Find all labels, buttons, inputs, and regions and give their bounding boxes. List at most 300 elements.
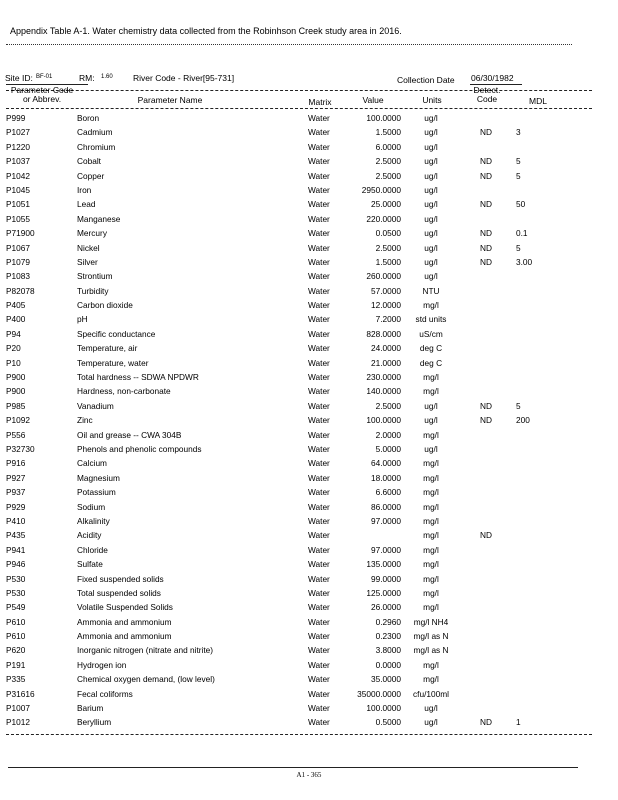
- parameter-name-cell: Sulfate: [77, 559, 103, 570]
- matrix-cell: Water: [308, 357, 330, 368]
- units-cell: mg/l: [423, 372, 439, 383]
- units-cell: uS/cm: [419, 328, 443, 339]
- col-header-code-line2: or Abbrev.: [22, 94, 62, 104]
- matrix-cell: Water: [308, 530, 330, 541]
- parameter-name-cell: Volatile Suspended Solids: [77, 602, 173, 613]
- matrix-cell: Water: [308, 501, 330, 512]
- table-row: [0, 312, 618, 326]
- col-header-matrix: Matrix: [308, 97, 332, 107]
- detect-code-cell: ND: [480, 156, 492, 167]
- parameter-code-cell: P556: [6, 429, 26, 440]
- matrix-cell: Water: [308, 659, 330, 670]
- table-row: [0, 485, 618, 499]
- value-cell: 5.0000: [375, 443, 401, 454]
- units-cell: mg/l: [423, 501, 439, 512]
- units-cell: NTU: [422, 285, 440, 296]
- parameter-code-cell: P900: [6, 386, 26, 397]
- matrix-cell: Water: [308, 343, 330, 354]
- units-cell: ug/l: [424, 256, 438, 267]
- table-row: [0, 500, 618, 514]
- parameter-code-cell: P435: [6, 530, 26, 541]
- table-row: [0, 111, 618, 125]
- parameter-name-cell: Chromium: [77, 141, 116, 152]
- value-cell: 260.0000: [366, 271, 401, 282]
- parameter-name-cell: pH: [77, 314, 88, 325]
- parameter-name-cell: Ammonia and ammonium: [77, 631, 172, 642]
- value-cell: 2.5000: [375, 156, 401, 167]
- mdl-cell: 1: [516, 717, 521, 728]
- table-row: [0, 442, 618, 456]
- units-cell: mg/l: [423, 386, 439, 397]
- table-row: [0, 370, 618, 384]
- mdl-cell: 5: [516, 170, 521, 181]
- site-id-label: Site ID:: [5, 73, 33, 83]
- parameter-code-cell: P549: [6, 602, 26, 613]
- rm-label: RM:: [79, 73, 95, 83]
- units-cell: ug/l: [424, 717, 438, 728]
- mdl-cell: 200: [516, 415, 530, 426]
- value-cell: 140.0000: [366, 386, 401, 397]
- matrix-cell: Water: [308, 472, 330, 483]
- detect-code-cell: ND: [480, 242, 492, 253]
- units-cell: ug/l: [424, 113, 438, 123]
- units-cell: ug/l: [424, 228, 438, 239]
- title-divider: [6, 44, 572, 45]
- parameter-code-cell: P530: [6, 587, 26, 598]
- value-cell: 26.0000: [371, 602, 401, 613]
- units-cell: std units: [415, 314, 447, 325]
- table-row: [0, 255, 618, 269]
- table-row: [0, 356, 618, 370]
- parameter-code-cell: P1027: [6, 127, 30, 138]
- parameter-code-cell: P1055: [6, 213, 30, 224]
- mdl-cell: 5: [516, 156, 521, 167]
- table-row: [0, 471, 618, 485]
- river-code: River Code - River[95-731]: [133, 73, 235, 83]
- footer-rule: [8, 767, 578, 768]
- value-cell: 220.0000: [366, 213, 401, 224]
- parameter-code-cell: P985: [6, 400, 26, 411]
- data-table-body: [0, 111, 618, 730]
- units-cell: mg/l as N: [413, 631, 449, 642]
- parameter-code-cell: P937: [6, 487, 26, 498]
- detect-code-cell: ND: [480, 170, 492, 181]
- matrix-cell: Water: [308, 515, 330, 526]
- units-cell: mg/l: [423, 530, 439, 541]
- value-cell: 2.0000: [375, 429, 401, 440]
- rm-value: 1.60: [101, 74, 113, 80]
- parameter-code-cell: P1012: [6, 717, 30, 728]
- table-row: [0, 629, 618, 643]
- parameter-name-cell: Oil and grease -- CWA 304B: [77, 429, 182, 440]
- parameter-name-cell: Boron: [77, 113, 100, 123]
- parameter-code-cell: P32730: [6, 443, 35, 454]
- value-cell: 2950.0000: [361, 184, 401, 195]
- parameter-name-cell: Total hardness -- SDWA NPDWR: [77, 372, 199, 383]
- matrix-cell: Water: [308, 156, 330, 167]
- value-cell: 1.5000: [375, 127, 401, 138]
- units-cell: mg/l: [423, 602, 439, 613]
- value-cell: 100.0000: [366, 113, 401, 123]
- matrix-cell: Water: [308, 400, 330, 411]
- matrix-cell: Water: [308, 199, 330, 210]
- parameter-name-cell: Cobalt: [77, 156, 101, 167]
- units-cell: mg/l: [423, 559, 439, 570]
- matrix-cell: Water: [308, 256, 330, 267]
- parameter-code-cell: P610: [6, 616, 26, 627]
- parameter-code-cell: P620: [6, 645, 26, 656]
- units-cell: mg/l: [423, 472, 439, 483]
- matrix-cell: Water: [308, 645, 330, 656]
- mdl-cell: 0.1: [516, 228, 528, 239]
- table-row: [0, 586, 618, 600]
- matrix-cell: Water: [308, 544, 330, 555]
- matrix-cell: Water: [308, 587, 330, 598]
- value-cell: 6.0000: [375, 141, 401, 152]
- parameter-code-cell: P1083: [6, 271, 30, 282]
- parameter-name-cell: Magnesium: [77, 472, 120, 483]
- matrix-cell: Water: [308, 271, 330, 282]
- value-cell: 0.5000: [375, 717, 401, 728]
- table-row: [0, 658, 618, 672]
- parameter-name-cell: Alkalinity: [77, 515, 110, 526]
- units-cell: ug/l: [424, 703, 438, 714]
- matrix-cell: Water: [308, 573, 330, 584]
- mdl-cell: 5: [516, 400, 521, 411]
- parameter-name-cell: Specific conductance: [77, 328, 156, 339]
- value-cell: 100.0000: [366, 703, 401, 714]
- units-cell: mg/l: [423, 429, 439, 440]
- matrix-cell: Water: [308, 415, 330, 426]
- value-cell: 125.0000: [366, 587, 401, 598]
- parameter-name-cell: Turbidity: [77, 285, 109, 296]
- value-cell: 35000.0000: [357, 688, 401, 699]
- parameter-code-cell: P191: [6, 659, 26, 670]
- col-header-name: Parameter Name: [137, 95, 203, 105]
- parameter-name-cell: Cadmium: [77, 127, 113, 138]
- units-cell: deg C: [419, 343, 443, 354]
- matrix-cell: Water: [308, 113, 330, 123]
- table-row: [0, 169, 618, 183]
- units-cell: mg/l: [423, 659, 439, 670]
- matrix-cell: Water: [308, 674, 330, 685]
- parameter-code-cell: P82078: [6, 285, 35, 296]
- detect-code-cell: ND: [480, 256, 492, 267]
- parameter-name-cell: Mercury: [77, 228, 107, 239]
- units-cell: mg/l as N: [413, 645, 449, 656]
- table-row: [0, 514, 618, 528]
- parameter-code-cell: P530: [6, 573, 26, 584]
- table-row: [0, 197, 618, 211]
- parameter-code-cell: P20: [6, 343, 21, 354]
- table-row: [0, 600, 618, 614]
- table-row: [0, 572, 618, 586]
- parameter-name-cell: Acidity: [77, 530, 102, 541]
- value-cell: 100.0000: [366, 415, 401, 426]
- parameter-code-cell: P1007: [6, 703, 30, 714]
- parameter-name-cell: Beryllium: [77, 717, 112, 728]
- parameter-name-cell: Zinc: [77, 415, 93, 426]
- value-cell: 64.0000: [371, 458, 401, 469]
- matrix-cell: Water: [308, 314, 330, 325]
- parameter-code-cell: P1092: [6, 415, 30, 426]
- table-row: [0, 528, 618, 542]
- matrix-cell: Water: [308, 487, 330, 498]
- parameter-code-cell: P1067: [6, 242, 30, 253]
- parameter-name-cell: Total suspended solids: [77, 587, 161, 598]
- units-cell: ug/l: [424, 127, 438, 138]
- table-row: [0, 428, 618, 442]
- mdl-cell: 3.00: [516, 256, 533, 267]
- value-cell: 2.5000: [375, 170, 401, 181]
- parameter-name-cell: Lead: [77, 199, 96, 210]
- units-cell: ug/l: [424, 443, 438, 454]
- parameter-name-cell: Calcium: [77, 458, 107, 469]
- table-row: [0, 672, 618, 686]
- detect-code-cell: ND: [480, 530, 492, 541]
- parameter-code-cell: P929: [6, 501, 26, 512]
- col-header-units: Units: [422, 95, 442, 105]
- detect-code-cell: ND: [480, 228, 492, 239]
- units-cell: mg/l: [423, 573, 439, 584]
- units-cell: mg/l NH4: [413, 616, 449, 627]
- value-cell: 24.0000: [371, 343, 401, 354]
- matrix-cell: Water: [308, 559, 330, 570]
- parameter-name-cell: Barium: [77, 703, 104, 714]
- table-row: [0, 341, 618, 355]
- value-cell: 57.0000: [371, 285, 401, 296]
- units-cell: cfu/100ml: [413, 688, 449, 699]
- units-cell: mg/l: [423, 544, 439, 555]
- table-row: [0, 413, 618, 427]
- parameter-code-cell: P1079: [6, 256, 30, 267]
- table-row: [0, 615, 618, 629]
- matrix-cell: Water: [308, 242, 330, 253]
- parameter-name-cell: Copper: [77, 170, 105, 181]
- value-cell: 86.0000: [371, 501, 401, 512]
- value-cell: 2.5000: [375, 242, 401, 253]
- matrix-cell: Water: [308, 616, 330, 627]
- col-header-detect: [466, 86, 508, 104]
- detect-code-cell: ND: [480, 717, 492, 728]
- units-cell: deg C: [419, 357, 443, 368]
- parameter-name-cell: Ammonia and ammonium: [77, 616, 172, 627]
- parameter-name-cell: Sodium: [77, 501, 106, 512]
- table-row: [0, 212, 618, 226]
- units-cell: ug/l: [424, 156, 438, 167]
- parameter-name-cell: Hydrogen ion: [77, 659, 127, 670]
- parameter-name-cell: Fixed suspended solids: [77, 573, 164, 584]
- parameter-name-cell: Iron: [77, 184, 92, 195]
- parameter-name-cell: Manganese: [77, 213, 121, 224]
- value-cell: 0.0500: [375, 228, 401, 239]
- value-cell: 3.8000: [375, 645, 401, 656]
- value-cell: 828.0000: [366, 328, 401, 339]
- units-cell: ug/l: [424, 199, 438, 210]
- parameter-code-cell: P916: [6, 458, 26, 469]
- table-row: [0, 687, 618, 701]
- parameter-code-cell: P335: [6, 674, 26, 685]
- mdl-cell: 3: [516, 127, 521, 138]
- value-cell: 25.0000: [371, 199, 401, 210]
- table-row: [0, 643, 618, 657]
- value-cell: 230.0000: [366, 372, 401, 383]
- detect-code-cell: ND: [480, 415, 492, 426]
- header-bottom-rule: [6, 108, 592, 109]
- table-row: [0, 456, 618, 470]
- parameter-code-cell: P410: [6, 515, 26, 526]
- units-cell: ug/l: [424, 170, 438, 181]
- parameter-name-cell: Chloride: [77, 544, 108, 555]
- units-cell: ug/l: [424, 415, 438, 426]
- parameter-name-cell: Inorganic nitrogen (nitrate and nitrite): [77, 645, 214, 656]
- value-cell: 12.0000: [371, 300, 401, 311]
- site-id-value: BF-01: [36, 74, 53, 80]
- value-cell: 21.0000: [371, 357, 401, 368]
- parameter-code-cell: P10: [6, 357, 21, 368]
- matrix-cell: Water: [308, 372, 330, 383]
- col-header-mdl: MDL: [529, 96, 547, 106]
- units-cell: mg/l: [423, 587, 439, 598]
- parameter-code-cell: P927: [6, 472, 26, 483]
- value-cell: 0.2300: [375, 631, 401, 642]
- mdl-cell: 50: [516, 199, 526, 210]
- units-cell: ug/l: [424, 400, 438, 411]
- table-row: [0, 226, 618, 240]
- detect-code-cell: ND: [480, 199, 492, 210]
- matrix-cell: Water: [308, 141, 330, 152]
- matrix-cell: Water: [308, 386, 330, 397]
- matrix-cell: Water: [308, 184, 330, 195]
- parameter-name-cell: Chemical oxygen demand, (low level): [77, 674, 215, 685]
- units-cell: ug/l: [424, 184, 438, 195]
- value-cell: 1.5000: [375, 256, 401, 267]
- table-row: [0, 241, 618, 255]
- collection-date-label: Collection Date: [397, 75, 455, 85]
- parameter-name-cell: Temperature, air: [77, 343, 138, 354]
- detect-code-cell: ND: [480, 400, 492, 411]
- units-cell: mg/l: [423, 300, 439, 311]
- matrix-cell: Water: [308, 285, 330, 296]
- value-cell: 2.5000: [375, 400, 401, 411]
- table-row: [0, 269, 618, 283]
- parameter-code-cell: P405: [6, 300, 26, 311]
- value-cell: 7.2000: [375, 314, 401, 325]
- value-cell: 18.0000: [371, 472, 401, 483]
- matrix-cell: Water: [308, 458, 330, 469]
- parameter-code-cell: P999: [6, 113, 26, 123]
- parameter-name-cell: Strontium: [77, 271, 113, 282]
- parameter-name-cell: Hardness, non-carbonate: [77, 386, 171, 397]
- parameter-code-cell: P941: [6, 544, 26, 555]
- value-cell: 135.0000: [366, 559, 401, 570]
- matrix-cell: Water: [308, 631, 330, 642]
- value-cell: 99.0000: [371, 573, 401, 584]
- parameter-name-cell: Nickel: [77, 242, 100, 253]
- parameter-code-cell: P1220: [6, 141, 30, 152]
- table-row: [0, 125, 618, 139]
- col-header-code: [6, 86, 78, 104]
- table-row: [0, 327, 618, 341]
- table-row: [0, 298, 618, 312]
- collection-date-value: 06/30/1982: [471, 73, 514, 83]
- matrix-cell: Water: [308, 300, 330, 311]
- table-row: [0, 701, 618, 715]
- matrix-cell: Water: [308, 127, 330, 138]
- table-row: [0, 384, 618, 398]
- parameter-code-cell: P71900: [6, 228, 35, 239]
- value-cell: 0.0000: [375, 659, 401, 670]
- matrix-cell: Water: [308, 717, 330, 728]
- parameter-code-cell: P610: [6, 631, 26, 642]
- mdl-cell: 5: [516, 242, 521, 253]
- table-bottom-rule: [6, 734, 592, 735]
- table-row: [0, 140, 618, 154]
- table-row: [0, 715, 618, 729]
- col-header-value: Value: [362, 95, 384, 105]
- matrix-cell: Water: [308, 429, 330, 440]
- col-header-code-line1: Parameter Code: [10, 85, 74, 95]
- parameter-name-cell: Phenols and phenolic compounds: [77, 443, 202, 454]
- table-row: [0, 399, 618, 413]
- parameter-name-cell: Carbon dioxide: [77, 300, 133, 311]
- parameter-code-cell: P94: [6, 328, 21, 339]
- units-cell: mg/l: [423, 487, 439, 498]
- matrix-cell: Water: [308, 328, 330, 339]
- parameter-name-cell: Fecal coliforms: [77, 688, 133, 699]
- units-cell: mg/l: [423, 515, 439, 526]
- page-number: A1 - 365: [296, 771, 322, 779]
- units-cell: ug/l: [424, 242, 438, 253]
- matrix-cell: Water: [308, 703, 330, 714]
- value-cell: 6.6000: [375, 487, 401, 498]
- parameter-code-cell: P946: [6, 559, 26, 570]
- units-cell: mg/l: [423, 458, 439, 469]
- table-title: Appendix Table A-1. Water chemistry data collected from the Robinhson Creek study area in 2016.: [10, 26, 402, 36]
- value-cell: 97.0000: [371, 515, 401, 526]
- parameter-name-cell: Potassium: [77, 487, 116, 498]
- parameter-code-cell: P1037: [6, 156, 30, 167]
- units-cell: ug/l: [424, 141, 438, 152]
- units-cell: mg/l: [423, 674, 439, 685]
- parameter-name-cell: Vanadium: [77, 400, 114, 411]
- units-cell: ug/l: [424, 271, 438, 282]
- table-row: [0, 284, 618, 298]
- table-row: [0, 557, 618, 571]
- parameter-code-cell: P400: [6, 314, 26, 325]
- matrix-cell: Water: [308, 213, 330, 224]
- value-cell: 97.0000: [371, 544, 401, 555]
- matrix-cell: Water: [308, 688, 330, 699]
- parameter-name-cell: Silver: [77, 256, 98, 267]
- value-cell: 35.0000: [371, 674, 401, 685]
- table-row: [0, 543, 618, 557]
- matrix-cell: Water: [308, 443, 330, 454]
- matrix-cell: Water: [308, 602, 330, 613]
- parameter-code-cell: P1042: [6, 170, 30, 181]
- parameter-code-cell: P31616: [6, 688, 35, 699]
- detect-code-cell: ND: [480, 127, 492, 138]
- units-cell: ug/l: [424, 213, 438, 224]
- col-header-detect-line1: Detect.: [473, 85, 501, 95]
- value-cell: 0.2960: [375, 616, 401, 627]
- parameter-code-cell: P1045: [6, 184, 30, 195]
- table-row: [0, 183, 618, 197]
- matrix-cell: Water: [308, 170, 330, 181]
- table-row: [0, 154, 618, 168]
- col-header-detect-line2: Code: [476, 94, 498, 104]
- parameter-code-cell: P1051: [6, 199, 30, 210]
